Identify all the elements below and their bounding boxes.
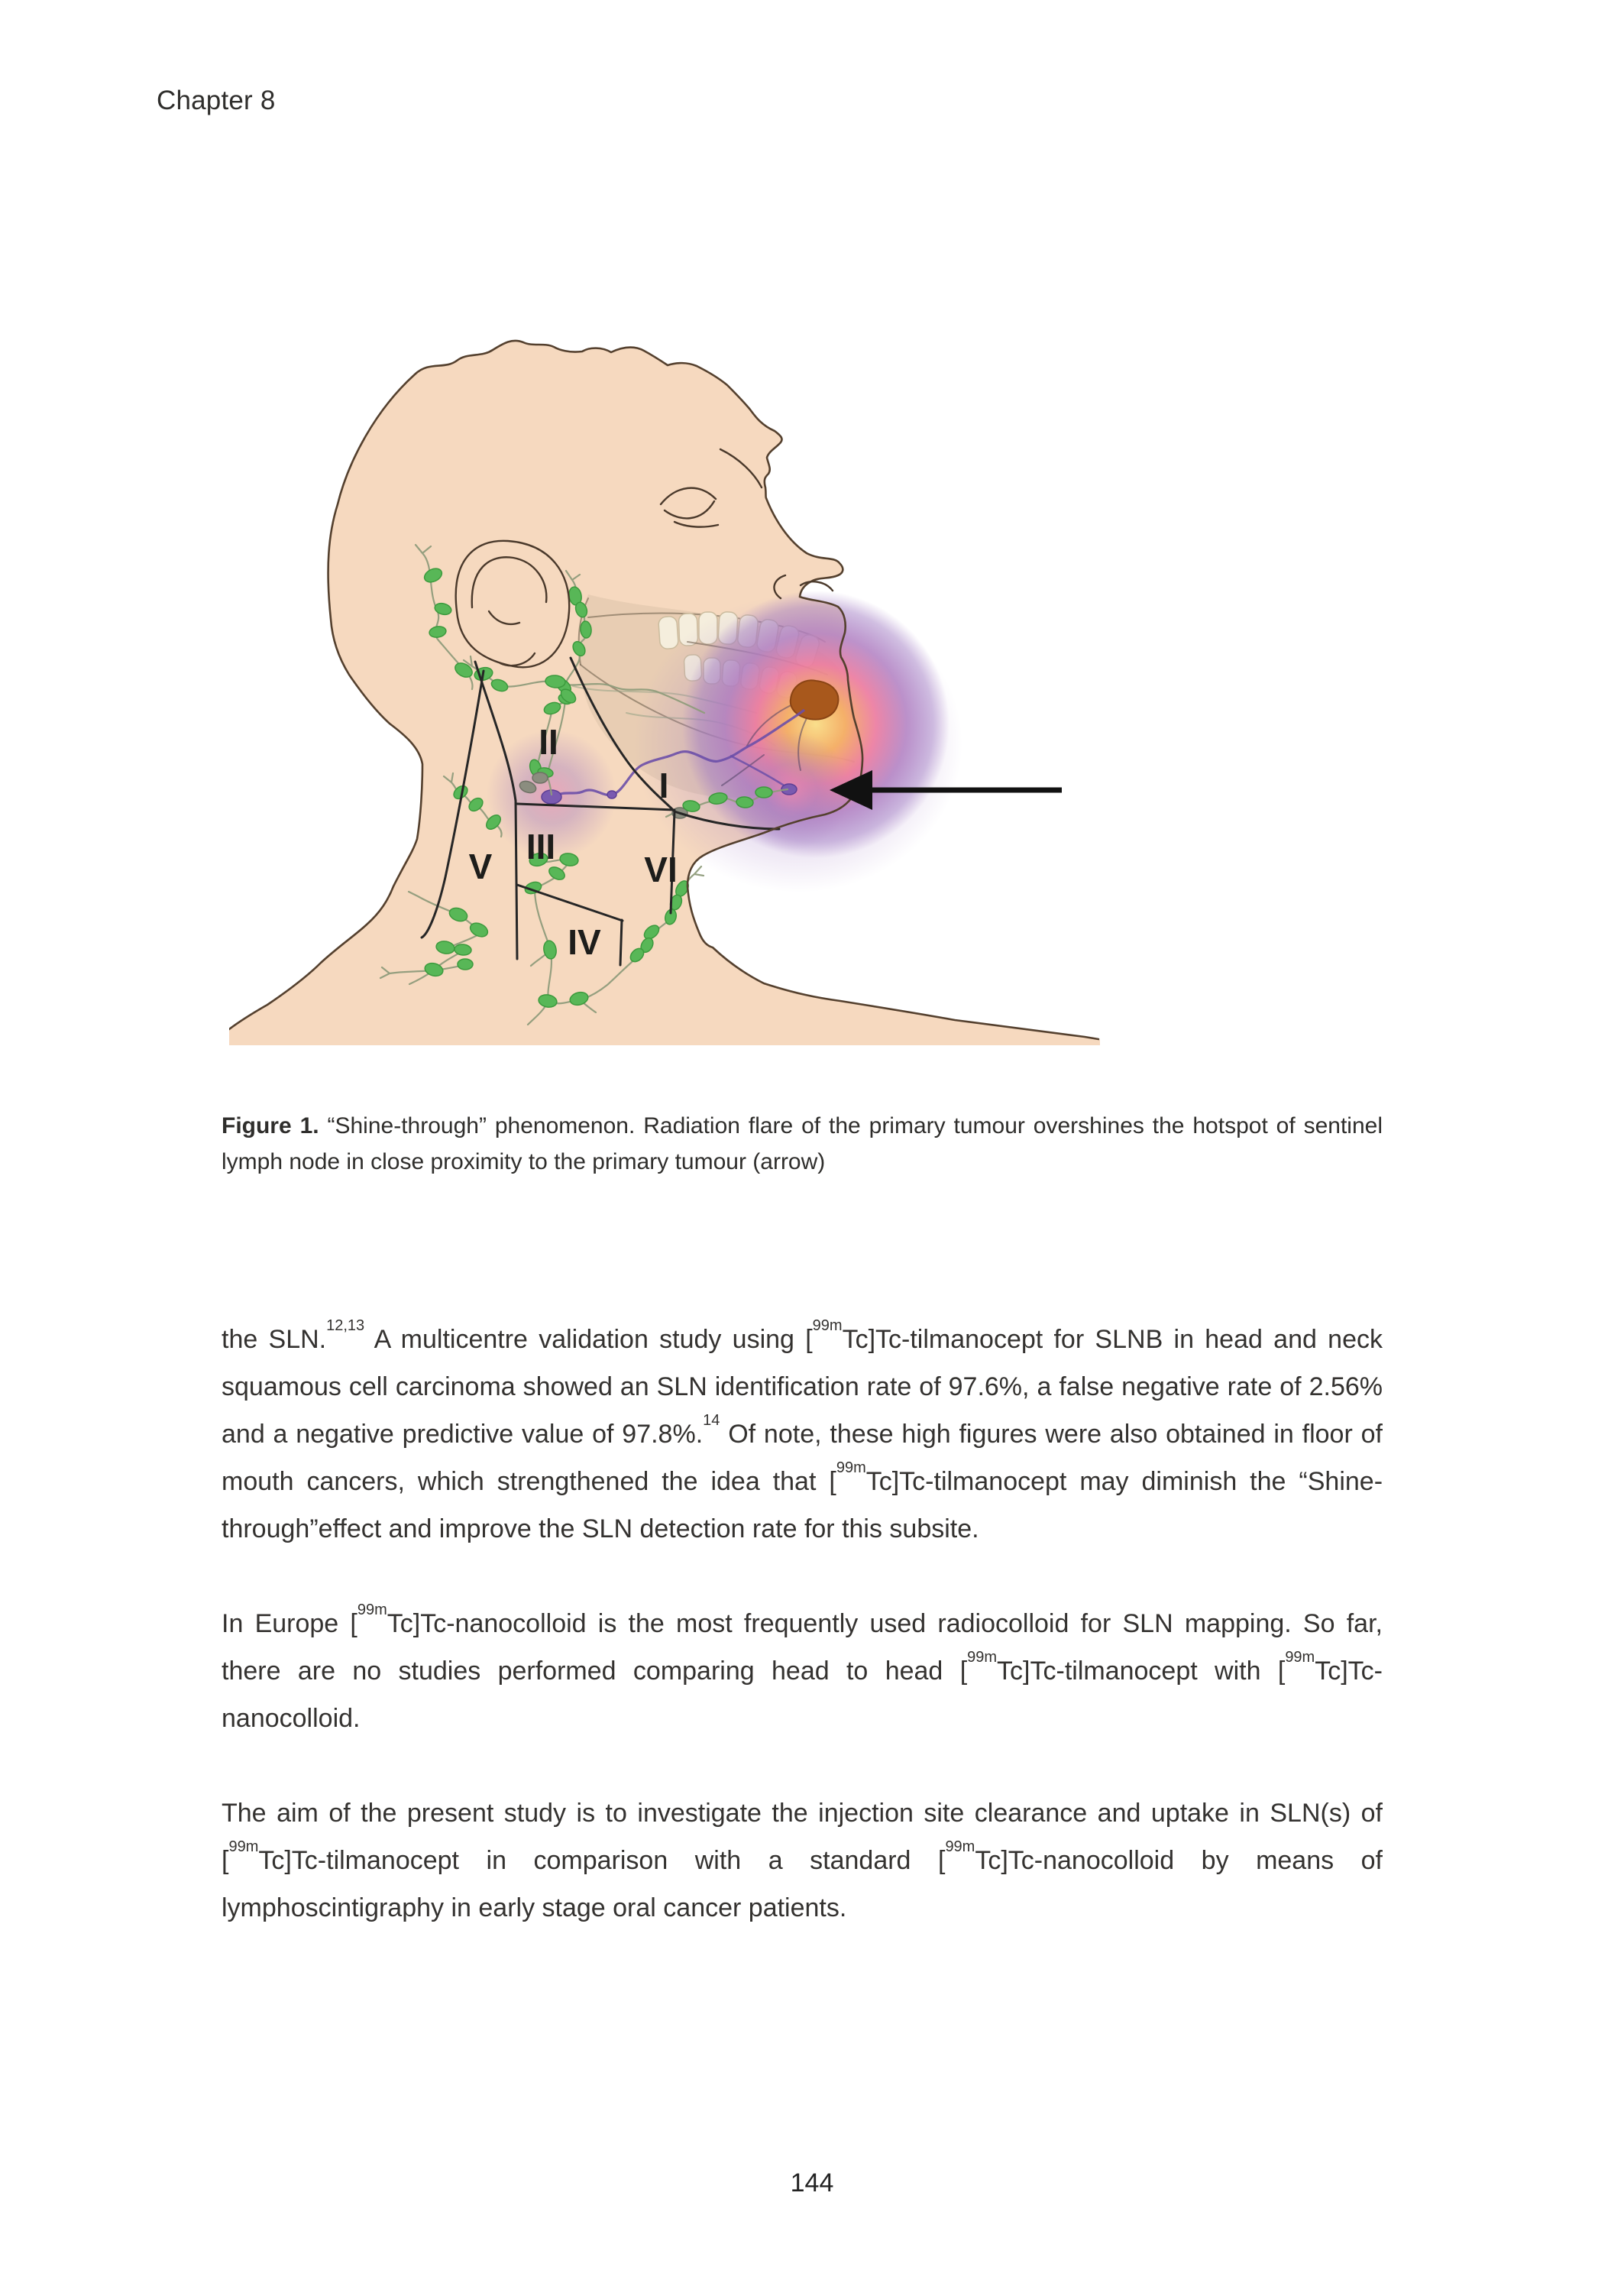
paragraph-3: The aim of the present study is to investigate the injection site clearance and uptake in SLN(s) of [$^{99m}$Tc]Tc-tilmanocept in comparison with a standard [$^{99m}$Tc]Tc-nanocolloid by means of lymphoscintigraphy in early stage oral cancer patients. (222, 1799, 1383, 1922)
paragraph-1: the SLN.$^{12,13}$ A multicentre validation study using [$^{99m}$Tc]Tc-tilmanocept for SLNB in head and neck squamous cell carcinoma showed an SLN identification rate of 97.6%, a false negative rate of 2.56% and a negative predictive value of 97.8%.$^{14}$ Of note, these high figures were also obtained in floor of mouth cancers, which strengthened the idea that [$^{99m}$Tc]Tc-tilmanocept may diminish the “Shine-through”effect and improve the SLN detection rate for this subsite. (222, 1317, 1383, 1543)
figure-caption (222, 1108, 1383, 1180)
figure-illustration (229, 327, 1100, 1045)
region-label-V: V (468, 847, 493, 886)
region-label-III: III (526, 827, 556, 866)
paragraph-2: In Europe [$^{99m}$Tc]Tc-nanocolloid is the most frequently used radiocolloid for SLN mapping. So far, there are no studies performed comparing head to head [$^{99m}$Tc]Tc-tilmanocept with [$^{99m}$Tc]Tc-nanocolloid. (222, 1601, 1383, 1733)
region-label-II: II (539, 722, 558, 762)
body-text (222, 1316, 1383, 1979)
shine-through-figure (229, 327, 1100, 1045)
region-label-VI: VI (644, 850, 678, 889)
figure-caption-label: Figure 1. (222, 1113, 319, 1138)
region-label-I: I (658, 766, 669, 805)
chapter-header: Chapter 8 (157, 86, 276, 115)
figure-caption-text: “Shine-through” phenomenon. Radiation flare of the primary tumour overshines the hotspot of sentinel lymph node in close proximity to the primary tumour (arrow) (222, 1113, 1383, 1174)
region-label-IV: IV (568, 922, 601, 962)
page-number: 144 (790, 2168, 834, 2197)
